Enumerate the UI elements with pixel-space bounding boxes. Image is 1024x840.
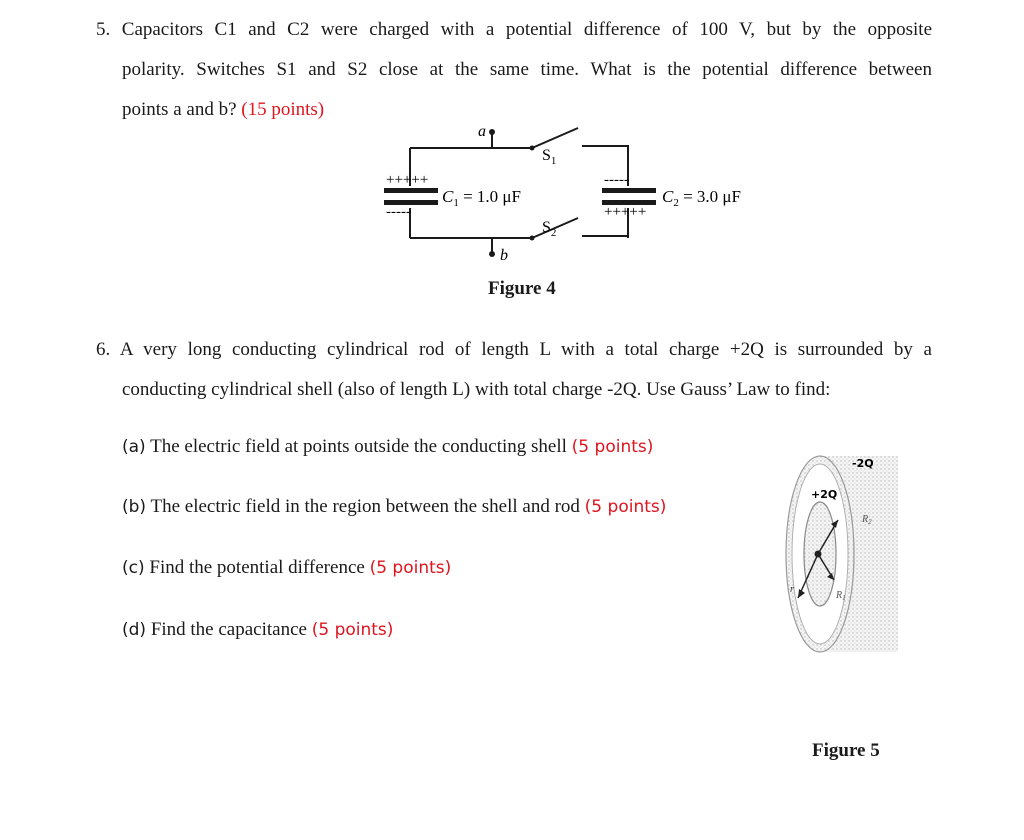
terminal-b-dot (489, 251, 495, 257)
question-5 (96, 10, 932, 130)
question-6-part-c (122, 557, 451, 579)
question-5-line-1: 5. Capacitors C1 and C2 were charged with a potential difference of 100 V, but by the opposite (96, 19, 932, 40)
figure-5-cylinder (780, 448, 900, 658)
part-a-text: The electric field at points outside the conducting shell (145, 436, 572, 457)
label-s1: $S_1$ (542, 147, 557, 167)
part-c-letter: (c) (122, 558, 145, 578)
question-5-line-2: polarity. Switches S1 and S2 close at the same time. What is the potential difference between (122, 59, 932, 80)
part-a-points: (5 points) (571, 437, 654, 457)
label-r1: $R_1$ (836, 590, 846, 602)
part-b-letter: (b) (122, 497, 147, 517)
label-b: b (500, 247, 508, 264)
c1-minus-signs: ----- (386, 204, 411, 220)
question-5-points: (15 points) (241, 99, 325, 120)
label-a: a (478, 123, 486, 140)
label-r2: $R_2$ (862, 514, 872, 526)
label-outer-charge: -2Q (852, 457, 874, 470)
c2-minus-signs: ----- (604, 172, 629, 188)
label-inner-charge: +2Q (811, 488, 838, 501)
part-c-text: Find the potential difference (144, 557, 370, 578)
c1-plus-signs: +++++ (386, 172, 429, 188)
figure-4-circuit (370, 118, 790, 268)
axis-center (815, 551, 822, 558)
label-c1: $C_1 = 1.0$ μF (442, 187, 521, 209)
part-d-points: (5 points) (311, 620, 394, 640)
c2-plus-signs: +++++ (604, 204, 647, 220)
question-5-text-end: points a and b? (122, 99, 237, 120)
part-d-text: Find the capacitance (146, 619, 312, 640)
part-d-letter: (d) (122, 620, 147, 640)
question-6-line-1: 6. A very long conducting cylindrical rod of length L with a total charge +2Q is surrounded by a (96, 339, 932, 360)
switch-s1-arm (532, 128, 578, 148)
question-6-line-2: conducting cylindrical shell (also of length L) with total charge -2Q. Use Gauss’ Law to find: (122, 379, 831, 400)
question-6-part-d (122, 619, 393, 641)
capacitor-c2-top-plate (602, 188, 656, 193)
question-6 (96, 330, 932, 410)
label-r: r (790, 584, 794, 595)
figure-4-caption: Figure 4 (488, 278, 556, 299)
switch-s2-contact (530, 236, 535, 241)
figure-5-caption: Figure 5 (812, 740, 880, 761)
switch-s1-contact (530, 146, 535, 151)
label-s2: $S_2$ (542, 219, 557, 239)
part-c-points: (5 points) (369, 558, 452, 578)
part-a-letter: (a) (122, 437, 146, 457)
question-6-part-b (122, 496, 666, 518)
part-b-text: The electric field in the region between the shell and rod (146, 496, 585, 517)
label-c2: $C_2 = 3.0$ μF (662, 187, 741, 209)
question-6-part-a (122, 436, 653, 458)
part-b-points: (5 points) (584, 497, 667, 517)
capacitor-c1-top-plate (384, 188, 438, 193)
terminal-a-dot (489, 129, 495, 135)
